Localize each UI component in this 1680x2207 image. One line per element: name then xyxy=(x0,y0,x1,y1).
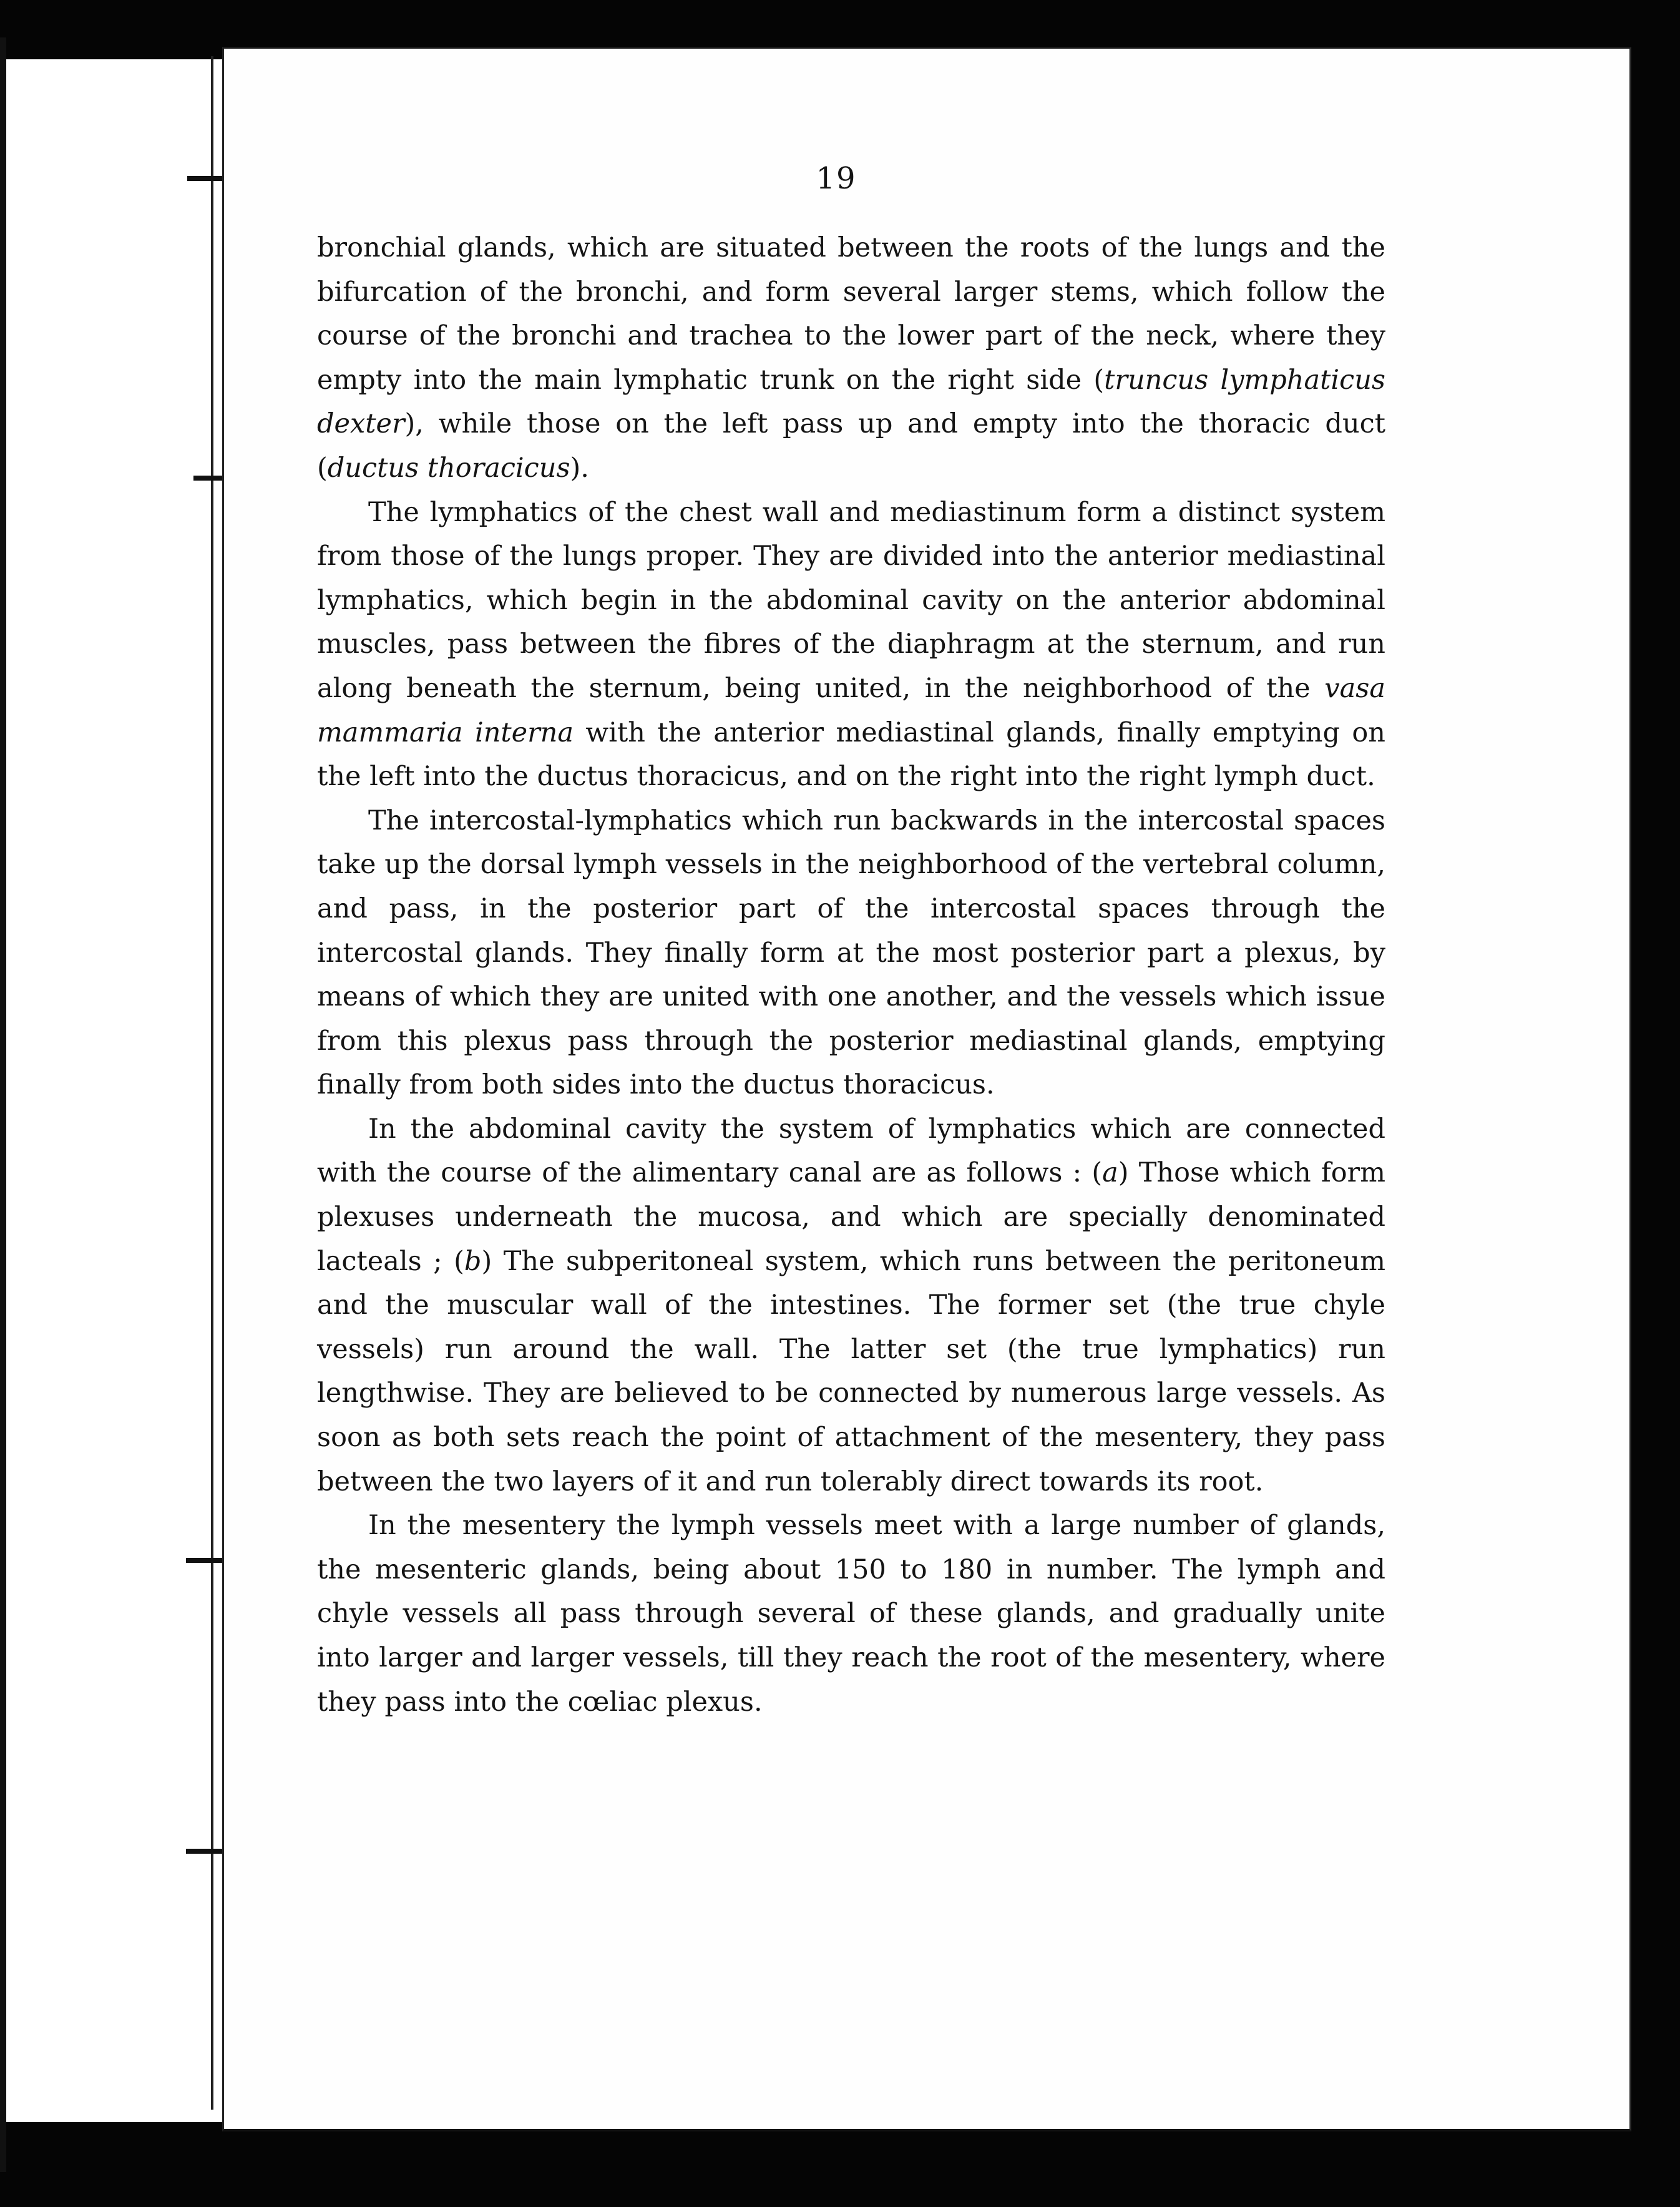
paragraph xyxy=(317,799,1385,1107)
italic-text-segment: b xyxy=(464,1245,482,1277)
text-segment: In the abdominal cavity the system of lymphatics which are connected with the course of the alimentary canal are as follows : ( xyxy=(317,1113,1385,1189)
body-text xyxy=(317,226,1385,1724)
italic-text-segment: truncus lymphaticus dexter xyxy=(317,364,1385,440)
text-segment: In the mesentery the lymph vessels meet with a large number of glands, the mesenteric glands, being about 150 to 180 in number. The lymph and chyle vessels all pass through several of these glands, and gradually unite into larger and larger vessels, till they reach the root of the mesentery, where they pass into the cœliac plexus. xyxy=(317,1510,1385,1718)
italic-text-segment: vasa mammaria interna xyxy=(317,672,1385,748)
scan-border-bottom xyxy=(0,2122,1680,2207)
text-segment: with the anterior mediastinal glands, finally emptying on the left into the ductus thoracicus, and on the right into the right lymph duct. xyxy=(317,717,1385,793)
scan-border-left xyxy=(0,37,6,2172)
text-segment: ). xyxy=(570,452,589,484)
paragraph xyxy=(317,1107,1385,1504)
page-number: 19 xyxy=(816,161,857,196)
paragraph xyxy=(317,1504,1385,1724)
italic-text-segment: ductus thoracicus xyxy=(327,452,570,484)
text-segment: ) Those which form plexuses underneath the mucosa, and which are specially denominated lacteals ; ( xyxy=(317,1157,1385,1277)
text-segment: ) The subperitoneal system, which runs between the peritoneum and the muscular wall of the intestines. The former set (the true chyle vessels) run around the wall. The latter set (the true lymphatics) run lengthwise. They are believed to be connected by numerous large vessels. As soon as both sets reach the point of attachment of the mesentery, they pass between the two layers of it and run tolerably direct towards its root. xyxy=(317,1245,1385,1497)
text-segment: The lymphatics of the chest wall and mediastinum form a distinct system from those of the lungs proper. They are divided into the anterior mediastinal lymphatics, which begin in the abdominal cavity on the anterior abdominal muscles, pass between the fibres of the diaphragm at the sternum, and run along beneath the sternum, being united, in the neighborhood of the xyxy=(317,496,1385,704)
paragraph xyxy=(317,226,1385,491)
text-segment: The intercostal-lymphatics which run backwards in the intercostal spaces take up the dorsal lymph vessels in the neighborhood of the vertebral column, and pass, in the posterior part of the intercostal spaces through the intercostal glands. They finally form at the most posterior part a plexus, by means of which they are united with one another, and the vessels which issue from this plexus pass through the posterior mediastinal glands, emptying finally from both sides into the ductus thoracicus. xyxy=(317,805,1385,1101)
paragraph xyxy=(317,491,1385,799)
binding-stitch-line xyxy=(211,56,213,2110)
text-segment: ), while those on the left pass up and empty into the thoracic duct ( xyxy=(317,408,1385,484)
text-segment: bronchial glands, which are situated between the roots of the lungs and the bifurcation of the bronchi, and form several larger stems, which follow the course of the bronchi and trachea to the lower part of the neck, where they empty into the main lymphatic trunk on the right side ( xyxy=(317,232,1385,396)
italic-text-segment: a xyxy=(1102,1157,1118,1189)
